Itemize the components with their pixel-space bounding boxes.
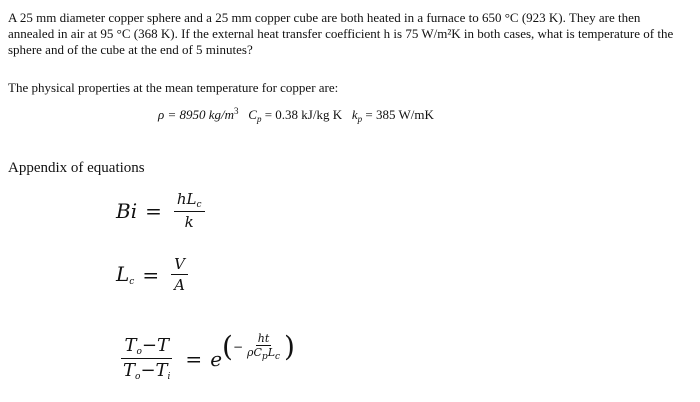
exponent-numerator: ht <box>257 331 270 345</box>
temperature-ratio <box>120 335 173 382</box>
exponential-base: e <box>210 346 223 371</box>
exponent-sign: − <box>232 339 244 354</box>
characteristic-length-equation <box>116 255 192 294</box>
density-exponent: 3 <box>234 106 239 116</box>
biot-fraction <box>174 190 205 231</box>
cp-value: = 0.38 kJ/kg K <box>261 107 343 122</box>
biot-lhs: Bi <box>116 198 138 223</box>
kp-value: = 385 W/mK <box>362 107 434 122</box>
appendix-title: Appendix of equations <box>8 160 145 176</box>
temperature-ratio-numerator: $T_o-T$ <box>121 335 172 359</box>
equals-sign: = <box>145 198 162 223</box>
cp-symbol: C <box>248 107 257 122</box>
exponent-denominator: $\rho C_pL_c$ <box>247 345 281 362</box>
exponent-fraction <box>245 332 282 362</box>
problem-statement: A 25 mm diameter copper sphere and a 25 mm copper cube are both heated in a furnace to 650 °C (923 K). They are then annealed in air at 95 °C (368 K). If the external heat transfer coefficient h is 75 W/m²K in both cases, what is temperature of the sphere and of the cube at the end of 5 minutes? <box>8 10 674 57</box>
properties-intro: The physical properties at the mean temperature for copper are: <box>8 80 339 95</box>
kp-subscript: p <box>357 114 363 124</box>
biot-numerator: $hL_c$ <box>174 190 205 212</box>
lc-lhs: $L_c$ <box>116 262 135 287</box>
exponent: ( − $\frac{ht}{\rho C_pL_c}$ ) <box>222 330 295 363</box>
equals-sign: = <box>142 262 160 287</box>
cp-subscript: p <box>256 114 262 124</box>
properties-line <box>158 106 434 124</box>
lc-denominator: A <box>174 276 185 294</box>
density: ρ = 8950 kg/m <box>158 107 235 122</box>
temperature-ratio-denominator: $T_o-T_i$ <box>123 360 171 382</box>
lc-numerator: V <box>171 255 188 275</box>
kp-symbol: k <box>351 107 358 122</box>
biot-equation <box>116 190 209 231</box>
lumped-capacitance-equation <box>116 330 295 382</box>
equals-sign: = <box>185 346 203 371</box>
biot-denominator: k <box>184 213 194 231</box>
lc-fraction <box>171 255 188 294</box>
